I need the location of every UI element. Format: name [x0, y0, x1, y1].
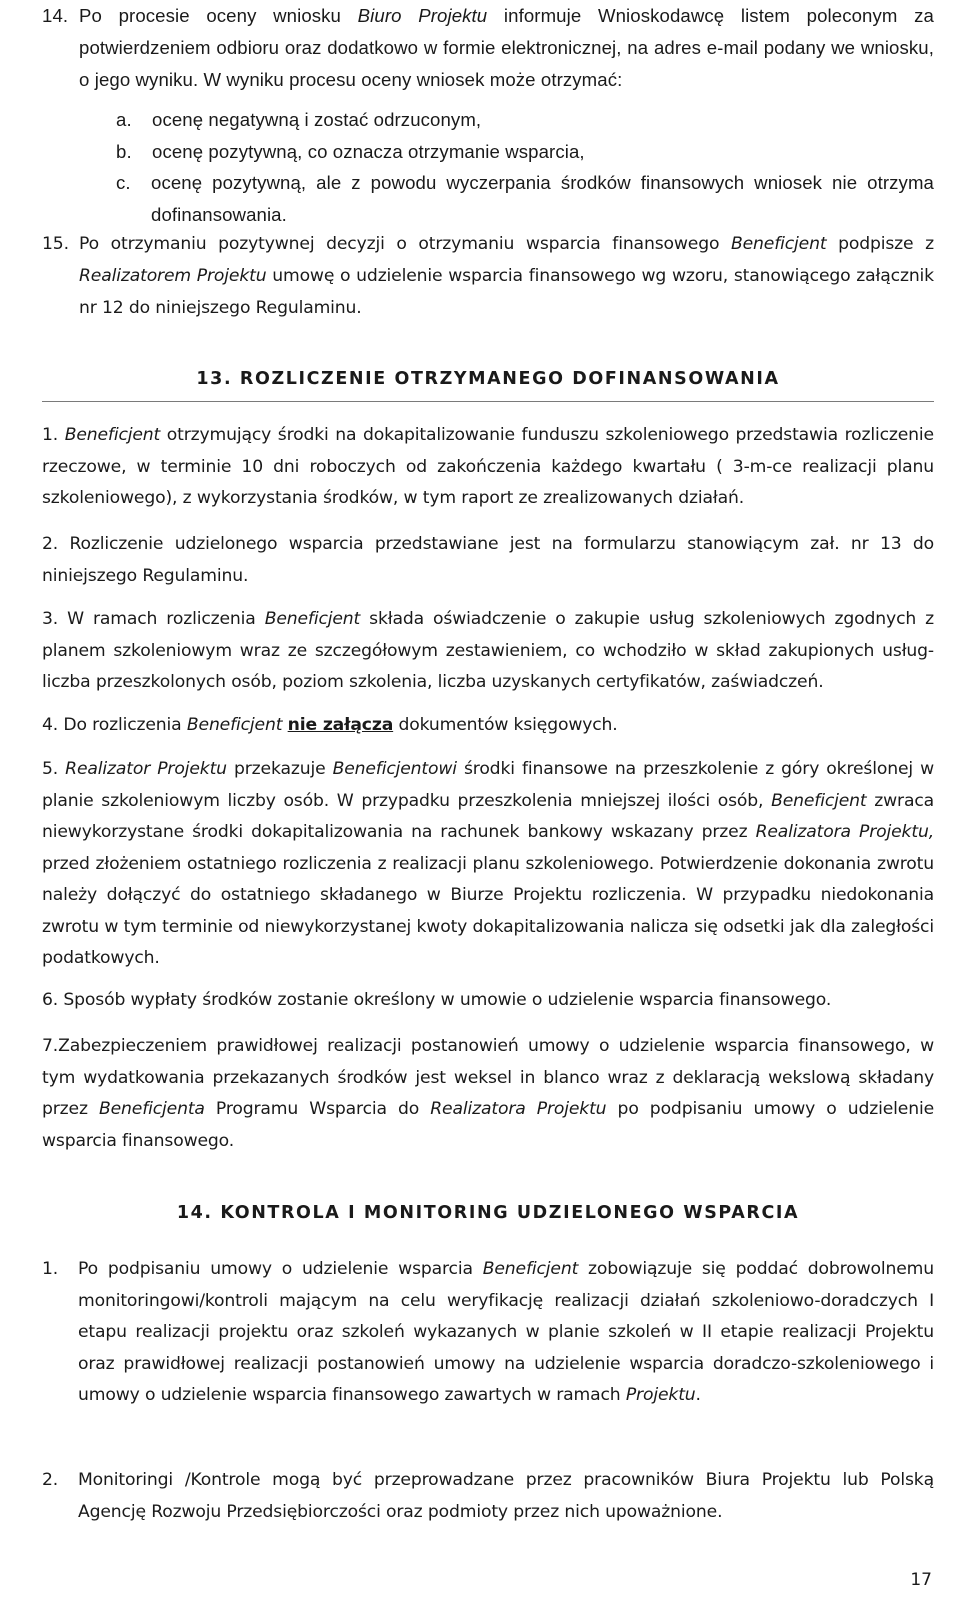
section-13-rule: [42, 401, 934, 402]
section-13-p1: 1. Beneficjent otrzymujący środki na dokapitalizowanie funduszu szkoleniowego przedstawia rozliczenie rzeczowe, w terminie 10 dni roboczych od zakończenia każdego kwartału ( 3-m-ce realizacji planu szkoleniowego), z wykorzystania środków, w tym raport ze zrealizowanych działań.: [42, 425, 934, 508]
section-13-p2: 2. Rozliczenie udzielonego wsparcia przedstawiane jest na formularzu stanowiącym zał. nr 13 do niniejszego Regulaminu.: [42, 534, 934, 586]
item-14-number: 14.: [42, 5, 69, 26]
page-number: 17: [910, 1570, 932, 1590]
section-13-heading: 13. ROZLICZENIE OTRZYMANEGO DOFINANSOWANIA: [196, 369, 780, 389]
item-14: [42, 0, 934, 95]
item-14-sub-c: c. ocenę pozytywną, ale z powodu wyczerpania środków finansowych wniosek nie otrzyma dofinansowania.: [116, 172, 934, 225]
section-14-p2: 2. Monitoringi /Kontrole mogą być przeprowadzane przez pracowników Biura Projektu lub Polską Agencję Rozwoju Przedsiębiorczości oraz podmioty przez nich upoważnione.: [42, 1470, 934, 1522]
section-13-p7: 7.Zabezpieczeniem prawidłowej realizacji postanowień umowy o udzielenie wsparcia finansowego, w tym wydatkowania przekazanych środków jest weksel in blanco wraz z deklaracją wekslową składany przez Beneficjenta Programu Wsparcia do Realizatora Projektu po podpisaniu umowy o udzielenie wsparcia finansowego.: [42, 1036, 934, 1151]
section-14-p1: 1. Po podpisaniu umowy o udzielenie wsparcia Beneficjent zobowiązuje się poddać dobrowolnemu monitoringowi/kontroli mającym na celu weryfikację realizacji działań szkoleniowo-doradczych I etapu realizacji projektu oraz szkoleń wykazanych w planie szkoleń w II etapie realizacji Projektu oraz prawidłowej realizacji postanowień umowy na udzielenie wsparcia doradczo-szkoleniowego i umowy o udzielenie wsparcia finansowego zawartych w ramach Projektu.: [42, 1259, 934, 1405]
section-13-p4: 4. Do rozliczenia Beneficjent nie załącza dokumentów księgowych.: [42, 715, 618, 735]
item-14-sub-b: b. ocenę pozytywną, co oznacza otrzymanie wsparcia,: [116, 141, 585, 162]
section-13-p3: 3. W ramach rozliczenia Beneficjent składa oświadczenie o zakupie usług szkoleniowych zgodnych z planem szkoleniowym wraz ze szczegółowym zestawieniem, co wchodziło w skład zakupionych usług-liczba przeszkolonych osób, poziom szkolenia, liczba uzyskanych certyfikatów, zaświadczeń.: [42, 609, 934, 692]
section-14-heading: 14. KONTROLA I MONITORING UDZIELONEGO WSPARCIA: [176, 1203, 800, 1223]
item-14-sub-a: a. ocenę negatywną i zostać odrzuconym,: [116, 109, 482, 130]
item-15-text: Po otrzymaniu pozytywnej decyzji o otrzymaniu wsparcia finansowego Beneficjent podpisze z Realizatorem Projektu umowę o udzielenie wsparcia finansowego wg wzoru, stanowiącego załącznik nr 12 do niniejszego Regulaminu.: [79, 234, 934, 318]
item-15-number: 15.: [42, 234, 69, 254]
item-14-text: Po procesie oceny wniosku Biuro Projektu informuje Wnioskodawcę listem poleconym za potwierdzeniem odbioru oraz dodatkowo w formie elektronicznej, na adres e-mail podany we wniosku, o jego wyniku. W wyniku procesu oceny wniosek może otrzymać:: [79, 5, 934, 90]
section-13-p5: 5. Realizator Projektu przekazuje Beneficjentowi środki finansowe na przeszkolenie z góry określonej w planie szkoleniowym liczby osób. W przypadku przeszkolenia mniejszej ilości osób, Beneficjent zwraca niewykorzystane środki dokapitalizowania na rachunek bankowy wskazany przez Realizatora Projektu, przed złożeniem ostatniego rozliczenia z realizacji planu szkoleniowego. Potwierdzenie dokonania zwrotu należy dołączyć do ostatniego składanego w Biurze Projektu rozliczenia. W przypadku niedokonania zwrotu w tym terminie od niewykorzystanej kwoty dokapitalizowania nalicza się odsetki jak dla zaległości podatkowych.: [42, 759, 935, 968]
section-13-p6: 6. Sposób wypłaty środków zostanie określony w umowie o udzielenie wsparcia finansowego.: [42, 990, 832, 1010]
item-15: [42, 229, 934, 324]
